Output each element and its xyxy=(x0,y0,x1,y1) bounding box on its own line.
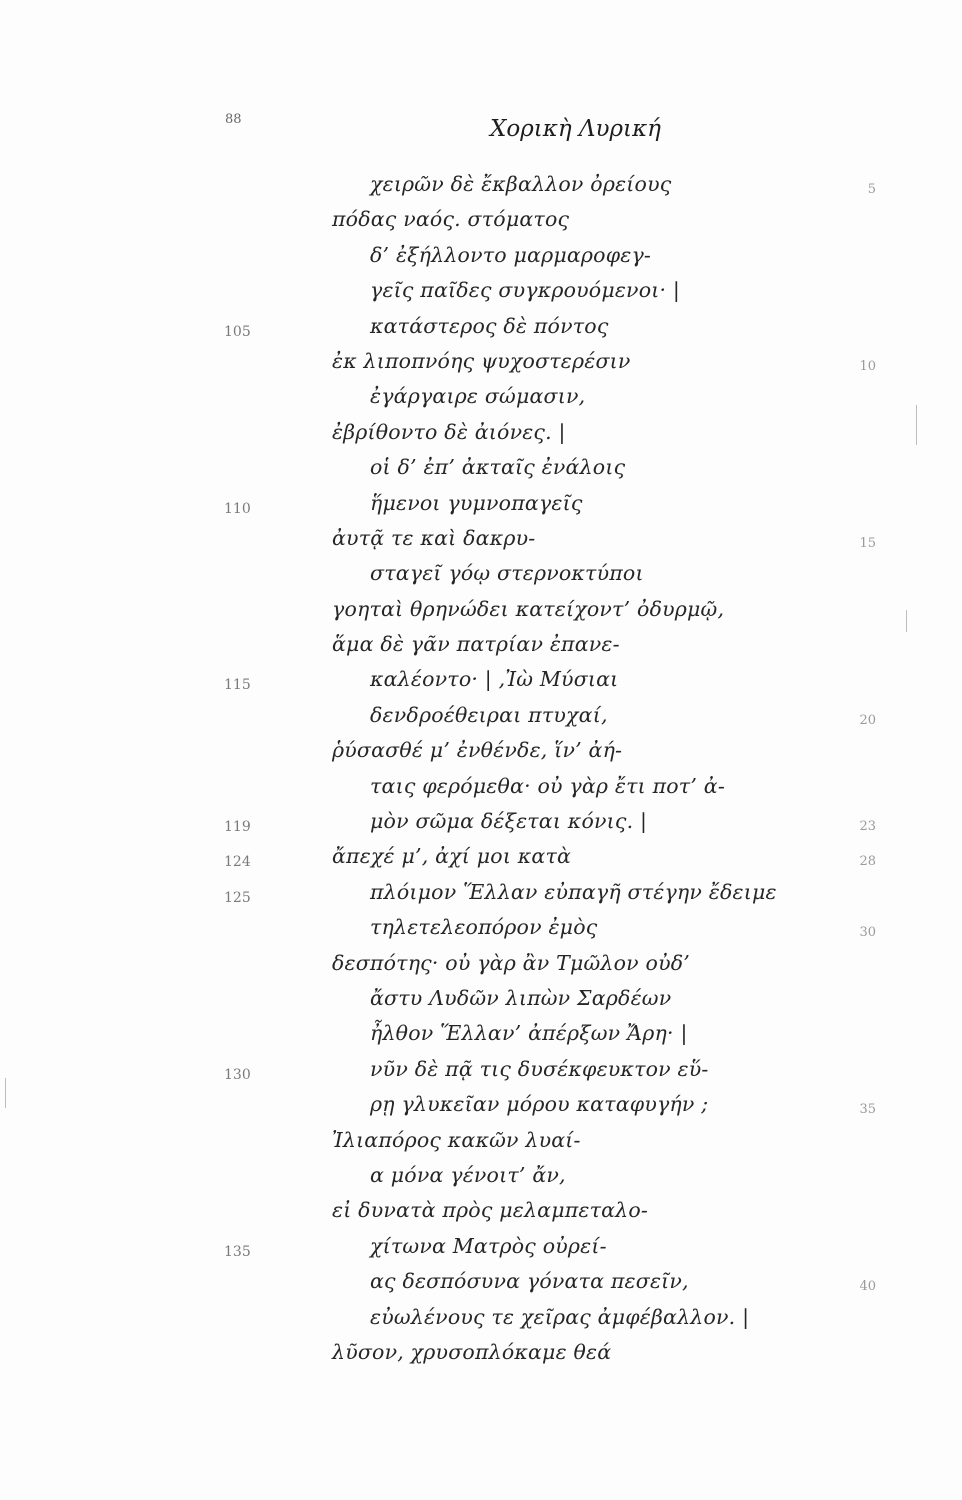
verse-text: δ’ ἐξήλλοντο μαρμαροφεγ- xyxy=(370,242,652,267)
verse-text: α μόνα γένοιτ’ ἄν, xyxy=(370,1162,566,1187)
verse-line xyxy=(0,347,962,382)
verse-line xyxy=(0,1338,962,1373)
line-number-right: 5 xyxy=(867,182,876,197)
verse-text: ας δεσπόσυνα γόνατα πεσεῖν, xyxy=(370,1269,689,1294)
line-number-left: 110 xyxy=(224,500,251,517)
verse-line xyxy=(0,1196,962,1231)
verse-line xyxy=(0,1303,962,1338)
verse-text: οἱ δ’ ἐπ’ ἀκταῖς ἐνάλοις xyxy=(370,455,626,480)
verse-line xyxy=(0,1055,962,1090)
verse-text: κατάστερος δὲ πόντος xyxy=(370,313,609,338)
verse-text: πόδας ναός. στόματος xyxy=(332,207,570,232)
verse-text: ἐβρίθοντο δὲ ἀιόνες. | xyxy=(332,419,566,444)
verse-text: ἥμενοι γυμνοπαγεῖς xyxy=(370,490,583,515)
line-number-right: 15 xyxy=(859,535,876,551)
verse-line xyxy=(0,949,962,984)
poem-text xyxy=(0,170,962,1373)
verse-line xyxy=(0,736,962,771)
verse-line xyxy=(0,382,962,417)
verse-line xyxy=(0,418,962,453)
page-number: 88 xyxy=(225,112,242,127)
line-number-right: 35 xyxy=(859,1102,876,1118)
verse-text: σταγεῖ γόῳ στερνοκτύποι xyxy=(370,561,644,586)
verse-text: ἦλθον Ἕλλαν’ ἀπέρξων Ἄρη· | xyxy=(370,1021,688,1046)
verse-text: δεσπότης· οὐ γὰρ ἂν Τμῶλον οὐδ’ xyxy=(332,950,690,975)
margin-rule xyxy=(916,405,917,445)
verse-text: δενδροέθειραι πτυχαί, xyxy=(370,702,608,727)
verse-text: χειρῶν δὲ ἔκβαλλον ὀρείους xyxy=(370,172,672,196)
verse-text: εἰ δυνατὰ πρὸς μελαμπεταλο- xyxy=(332,1198,649,1223)
verse-text: Ἰλιαπόρος κακῶν λυαί- xyxy=(332,1127,581,1152)
verse-text: ἐγάργαιρε σώμασιν, xyxy=(370,384,586,409)
verse-text: εὐωλένους τε χεῖρας ἀμφέβαλλον. | xyxy=(370,1304,750,1329)
verse-text: ἀυτᾷ τε καὶ δακρυ- xyxy=(332,525,536,550)
verse-line xyxy=(0,772,962,807)
line-number-right: 28 xyxy=(859,854,876,870)
line-number-left: 135 xyxy=(224,1243,251,1260)
margin-rule xyxy=(5,1078,6,1108)
verse-line xyxy=(0,665,962,700)
line-number-left: 105 xyxy=(224,323,251,340)
line-number-right: 30 xyxy=(859,925,876,941)
verse-line xyxy=(0,1232,962,1267)
verse-line xyxy=(0,701,962,736)
line-number-right: 10 xyxy=(859,358,876,374)
line-number-right: 20 xyxy=(859,712,876,728)
verse-text: ἐκ λιποπνόης ψυχοστερέσιν xyxy=(332,348,631,373)
line-number-left: 119 xyxy=(224,819,251,836)
margin-rule xyxy=(906,610,907,632)
line-number-left: 130 xyxy=(224,1066,251,1083)
verse-text: χίτωνα Ματρὸς οὐρεί- xyxy=(370,1233,607,1258)
verse-line xyxy=(0,913,962,948)
line-number-left: 124 xyxy=(224,854,251,871)
verse-text: γεῖς παῖδες συγκρουόμενοι· | xyxy=(370,278,681,303)
verse-line xyxy=(0,630,962,665)
running-title: Χορικὴ Λυρική xyxy=(490,116,661,142)
verse-line xyxy=(0,1019,962,1054)
verse-line xyxy=(0,1267,962,1302)
verse-line xyxy=(0,984,962,1019)
verse-line xyxy=(0,807,962,842)
verse-text: νῦν δὲ πᾷ τις δυσέκφευκτον εὕ- xyxy=(370,1056,709,1081)
verse-text: ταις φερόμεθα· οὐ γὰρ ἔτι ποτ’ ἀ- xyxy=(370,773,725,798)
line-number-right: 23 xyxy=(859,819,876,835)
verse-line xyxy=(0,170,962,205)
line-number-right: 40 xyxy=(859,1279,876,1295)
verse-text: ἅμα δὲ γᾶν πατρίαν ἐπανε- xyxy=(332,632,620,657)
verse-text: ἄστυ Λυδῶν λιπὼν Σαρδέων xyxy=(370,985,672,1010)
verse-text: λῦσον, χρυσοπλόκαμε θεά xyxy=(332,1339,612,1364)
verse-line xyxy=(0,241,962,276)
verse-line xyxy=(0,1126,962,1161)
verse-text: ῥύσασθέ μ’ ἐνθένδε, ἵν’ ἀή- xyxy=(332,738,623,763)
verse-line xyxy=(0,489,962,524)
verse-text: μὸν σῶμα δέξεται κόνις. | xyxy=(370,809,648,834)
verse-line xyxy=(0,1090,962,1125)
line-number-left: 115 xyxy=(224,677,251,694)
verse-line xyxy=(0,559,962,594)
verse-text: γοηταὶ θρηνώδει κατείχοντ’ ὀδυρμῷ, xyxy=(332,596,725,621)
verse-text: ρῃ γλυκεῖαν μόρου καταφυγήν ; xyxy=(370,1092,709,1117)
verse-line xyxy=(0,595,962,630)
verse-text: καλέοντο· | ,Ἰὼ Μύσιαι xyxy=(370,667,619,692)
verse-line xyxy=(0,312,962,347)
verse-line xyxy=(0,878,962,913)
verse-line xyxy=(0,453,962,488)
verse-line xyxy=(0,524,962,559)
verse-line xyxy=(0,1161,962,1196)
line-number-left: 125 xyxy=(224,889,251,906)
verse-text: τηλετελεοπόρον ἐμὸς xyxy=(370,915,598,940)
verse-line xyxy=(0,842,962,877)
verse-text: ἄπεχέ μ’, ἀχί μοι κατὰ xyxy=(332,844,572,869)
verse-line xyxy=(0,205,962,240)
verse-line xyxy=(0,276,962,311)
verse-text: πλόιμον Ἕλλαν εὐπαγῆ στέγην ἔδειμε xyxy=(370,879,777,904)
